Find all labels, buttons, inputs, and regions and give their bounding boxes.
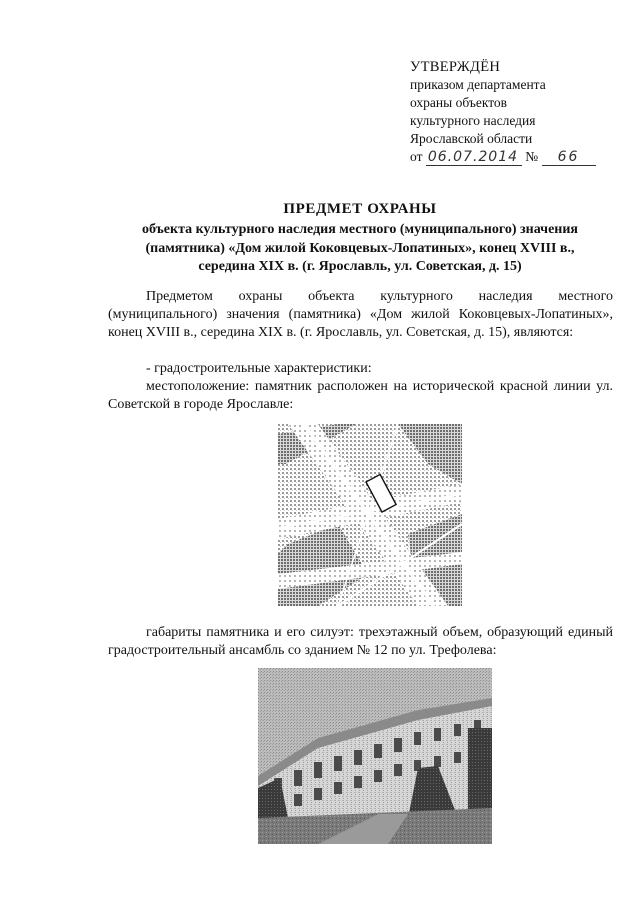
- approval-heading: УТВЕРЖДЁН: [410, 59, 501, 75]
- title-main: ПРЕДМЕТ ОХРАНЫ: [283, 201, 437, 217]
- handwritten-number: 66: [542, 150, 596, 166]
- urban-characteristics-item: - градостроительные характеристики:: [146, 361, 372, 376]
- document-title: [100, 200, 620, 277]
- location-map-image: [278, 424, 462, 606]
- location-paragraph: местоположение: памятник расположен на исторической красной линии ул. Советской в городе Ярославле:: [108, 379, 613, 412]
- title-line-3: середина XIX в. (г. Ярославль, ул. Советская, д. 15): [198, 259, 522, 274]
- number-prefix: №: [525, 149, 539, 164]
- handwritten-date: 06.07.2014: [426, 150, 522, 166]
- approval-line-2: охраны объектов: [410, 95, 508, 110]
- approval-block: [410, 58, 620, 166]
- title-line-2: (памятника) «Дом жилой Коковцевых-Лопатиных», конец XVIII в.,: [145, 240, 575, 256]
- building-photo-image: [258, 668, 492, 844]
- intro-paragraph: Предметом охраны объекта культурного наследия местного (муниципального) значения (памятника) «Дом жилой Коковцевых-Лопатиных», конец XVIII в., середина XIX в. (г. Ярославль, ул. Советская, д. 15), являются:: [108, 289, 613, 340]
- title-line-1: объекта культурного наследия местного (муниципального) значения: [141, 222, 578, 237]
- approval-date-line: [410, 148, 620, 166]
- approval-line-3: культурного наследия: [410, 113, 536, 128]
- date-prefix: от: [410, 149, 423, 164]
- approval-line-1: приказом департамента: [410, 77, 546, 92]
- building-photo-svg: [258, 668, 492, 844]
- dimensions-paragraph: габариты памятника и его силуэт: трехэтажный объем, образующий единый градостроительный ансамбль со зданием № 12 по ул. Трефолева:: [108, 625, 613, 658]
- approval-line-4: Ярославской области: [410, 131, 533, 146]
- location-map-svg: [278, 424, 462, 606]
